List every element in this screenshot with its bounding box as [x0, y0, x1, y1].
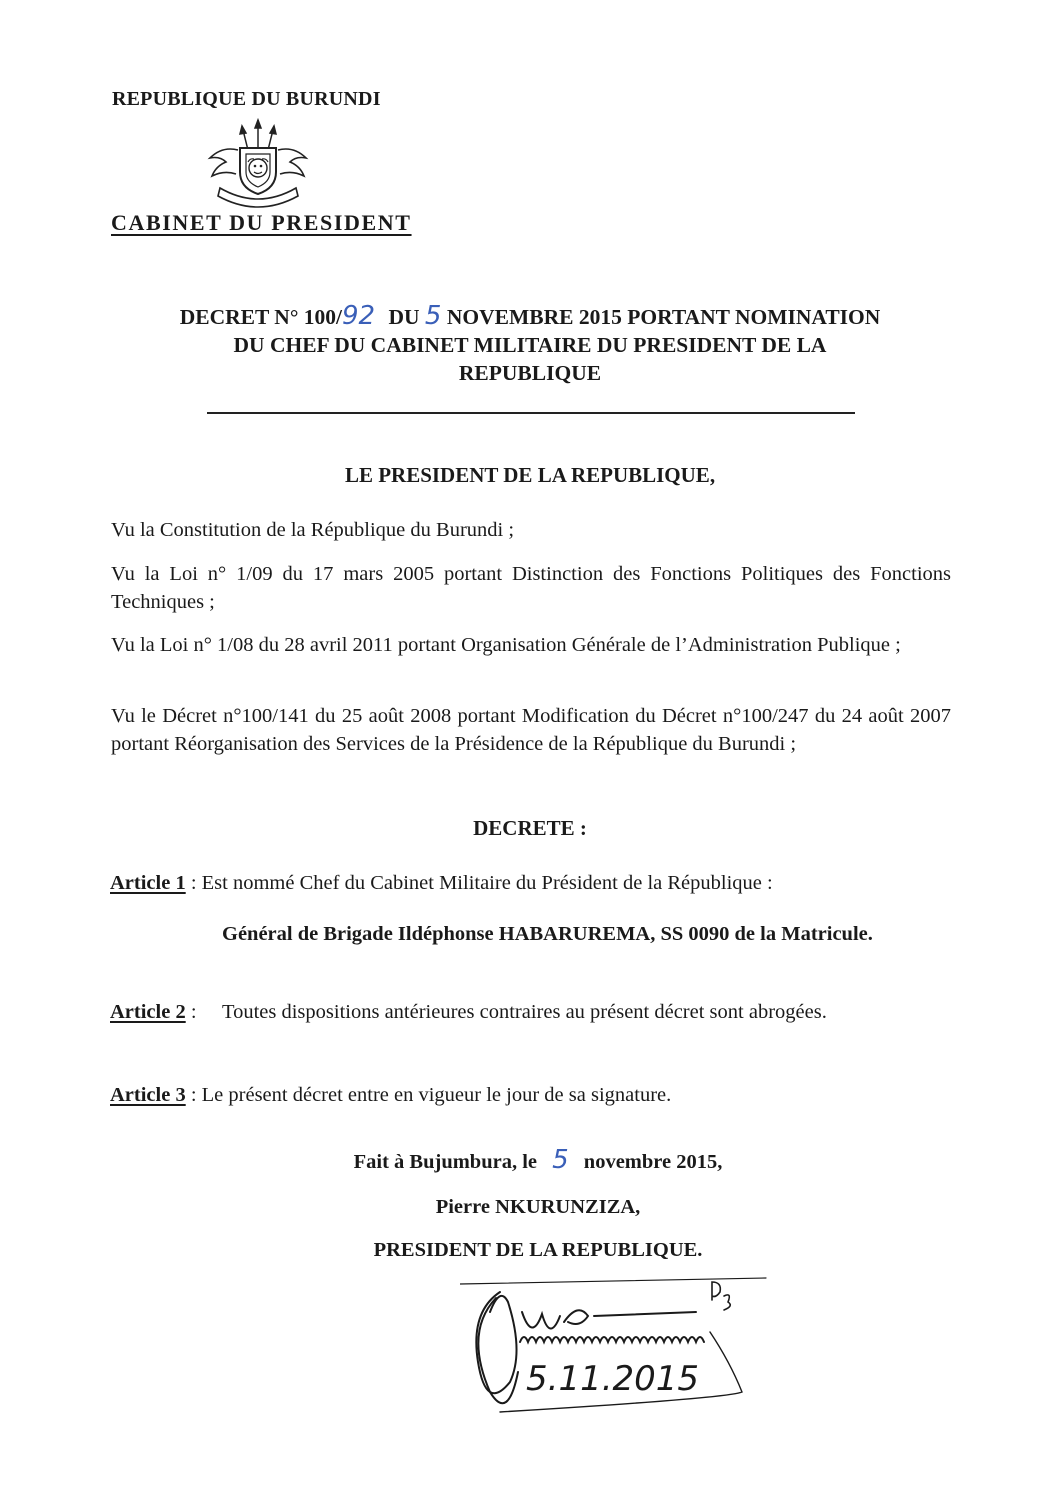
burundi-coat-of-arms-emblem: [202, 118, 314, 210]
title-rule: [207, 412, 855, 414]
title-line3: REPUBLIQUE: [458, 361, 602, 385]
decree-day-handwritten: 5: [424, 301, 442, 331]
title-du: DU: [388, 305, 420, 329]
visa-constitution: Vu la Constitution de la République du Burundi ;: [111, 519, 515, 541]
article-3-label: Article 3: [110, 1084, 186, 1106]
title-prefix: DECRET N° 100/: [179, 305, 343, 329]
header-republic: REPUBLIQUE DU BURUNDI: [112, 88, 381, 110]
article-1-label: Article 1: [110, 872, 186, 894]
article-3-text: Le présent décret entre en vigueur le jour de sa signature.: [201, 1084, 672, 1106]
signatory-name: Pierre NKURUNZIZA,: [435, 1196, 641, 1218]
title-line2: DU CHEF DU CABINET MILITAIRE DU PRESIDENT DE LA: [233, 333, 827, 357]
signatory-role: PRESIDENT DE LA REPUBLIQUE.: [373, 1239, 703, 1261]
handwritten-signature: [460, 1272, 780, 1432]
visa-loi-1-09: Vu la Loi n° 1/09 du 17 mars 2005 portant Distinction des Fonctions Politiques des Fonctions Techniques ;: [111, 563, 951, 613]
article-3: Article 3 : Le présent décret entre en vigueur le jour de sa signature.: [110, 1084, 672, 1106]
article-2-label: Article 2: [110, 1001, 186, 1023]
decree-number-handwritten: 92: [342, 301, 376, 331]
closing-place: Fait à Bujumbura, le: [353, 1151, 537, 1173]
visa-loi-1-08: Vu la Loi n° 1/08 du 28 avril 2011 portant Organisation Générale de l’Administration Publique ;: [111, 634, 901, 656]
closing-day-handwritten: 5: [552, 1145, 569, 1175]
article-2-text: Toutes dispositions antérieures contraires au présent décret sont abrogées.: [222, 1001, 827, 1023]
signature-date: 5.11.2015: [526, 1359, 700, 1399]
closing-place-date: [8, 1145, 1060, 1175]
article-1-text: Est nommé Chef du Cabinet Militaire du Président de la République :: [201, 872, 773, 894]
decree-title: [100, 302, 960, 387]
title-rest-line1: NOVEMBRE 2015 PORTANT NOMINATION: [446, 305, 881, 329]
preamble-heading: LE PRESIDENT DE LA REPUBLIQUE,: [344, 463, 716, 487]
closing-date-rest: novembre 2015,: [583, 1151, 723, 1173]
decrete-heading: DECRETE :: [473, 816, 587, 840]
article-2-label-wrap: Article 2 :: [110, 1001, 197, 1023]
visa-decret-100-141: Vu le Décret n°100/141 du 25 août 2008 portant Modification du Décret n°100/247 du 24 août 2007 portant Réorganisation des Services de la Présidence de la République du Burundi ;: [111, 705, 951, 755]
article-1: Article 1 : Est nommé Chef du Cabinet Militaire du Président de la République :: [110, 872, 773, 894]
article-1-nominee: Général de Brigade Ildéphonse HABARUREMA, SS 0090 de la Matricule.: [222, 923, 873, 945]
header-cabinet: CABINET DU PRESIDENT: [111, 210, 412, 235]
